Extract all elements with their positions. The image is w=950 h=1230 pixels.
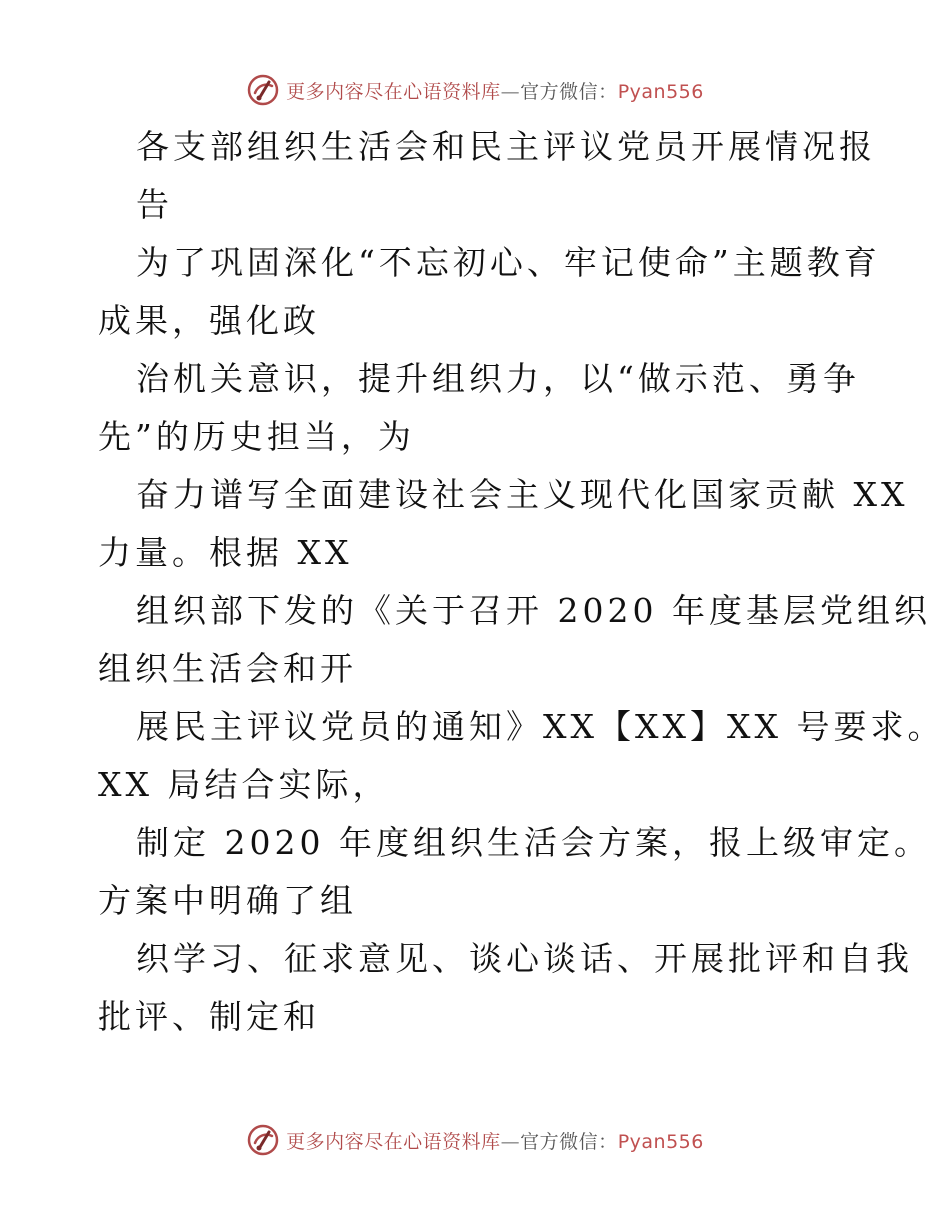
document-line: 组织生活会和开 xyxy=(98,649,357,688)
document-line: 为了巩固深化“不忘初心、牢记使命”主题教育 xyxy=(136,243,881,282)
page-footer xyxy=(0,1120,950,1160)
header-brand-name: 更多内容尽在心语资料库 xyxy=(286,80,501,103)
document-body xyxy=(98,118,945,1046)
page-header xyxy=(0,70,950,110)
document-line: 成果，强化政 xyxy=(98,301,320,340)
header-brand xyxy=(286,77,704,104)
document-line: 奋力谱写全面建设社会主义现代化国家贡献 XX xyxy=(136,475,909,514)
footer-contact-value: Pyan556 xyxy=(617,1130,704,1153)
header-contact-value: Pyan556 xyxy=(617,80,704,103)
document-line: XX 局结合实际， xyxy=(98,765,390,804)
footer-separator: — xyxy=(500,1130,521,1153)
document-line: 组织部下发的《关于召开 2020 年度基层党组织 xyxy=(136,591,931,630)
document-line: 先”的历史担当，为 xyxy=(98,417,415,456)
document-line: 各支部组织生活会和民主评议党员开展情况报 xyxy=(136,127,876,166)
document-line: 方案中明确了组 xyxy=(98,881,357,920)
document-line: 力量。根据 XX xyxy=(98,533,353,572)
header-separator: — xyxy=(500,80,521,103)
document-line: 治机关意识，提升组织力，以“做示范、勇争 xyxy=(136,359,860,398)
document-line: 织学习、征求意见、谈心谈话、开展批评和自我 xyxy=(136,939,913,978)
document-line: 告 xyxy=(136,185,173,224)
document-line: 制定 2020 年度组织生活会方案，报上级审定。 xyxy=(136,823,931,862)
brand-logo-icon xyxy=(246,73,280,107)
brand-logo-icon xyxy=(246,1123,280,1157)
document-line: 展民主评议党员的通知》XX【XX】XX 号要求。 xyxy=(136,707,945,746)
footer-contact-label: 官方微信： xyxy=(520,1130,618,1153)
header-contact-label: 官方微信： xyxy=(520,80,618,103)
footer-brand-name: 更多内容尽在心语资料库 xyxy=(286,1130,501,1153)
document-line: 批评、制定和 xyxy=(98,997,320,1036)
footer-brand xyxy=(286,1127,704,1154)
